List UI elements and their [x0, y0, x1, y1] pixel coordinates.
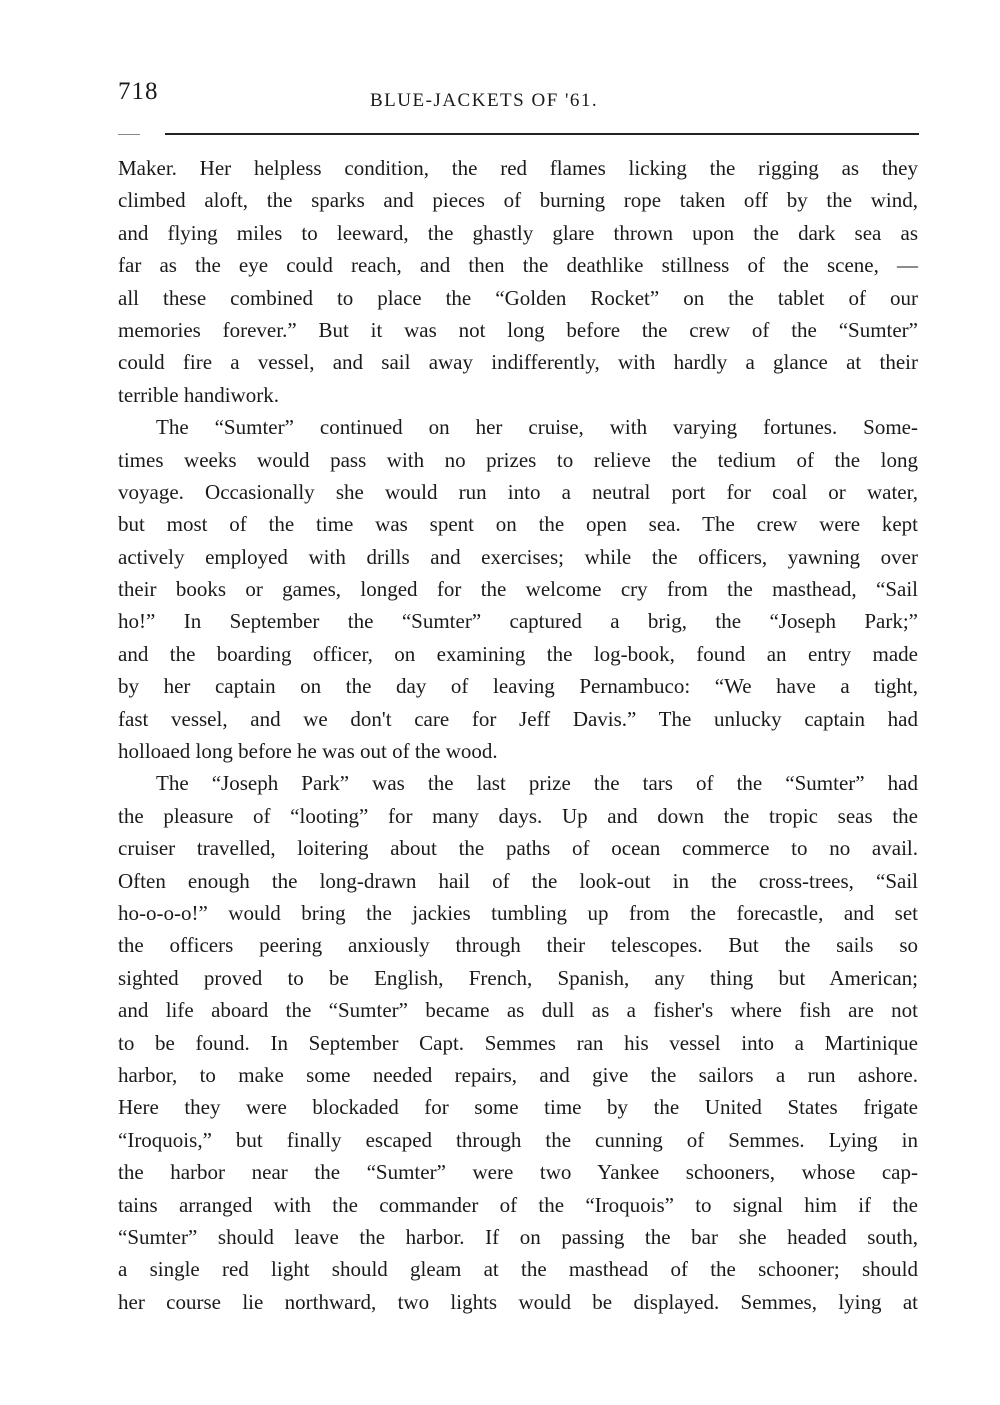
text-line: climbed aloft, the sparks and pieces of burning rope taken off by the wind,	[118, 188, 918, 213]
text-line: Here they were blockaded for some time by the United States frigate	[118, 1095, 918, 1120]
text-line: and the boarding officer, on examining the log-book, found an entry made	[118, 641, 918, 666]
text-line: cruiser travelled, loitering about the paths of ocean commerce to no avail.	[118, 836, 918, 861]
text-line: to be found. In September Capt. Semmes ran his vessel into a Martinique	[118, 1030, 918, 1055]
text-line: far as the eye could reach, and then the deathlike stillness of the scene, —	[118, 253, 918, 278]
text-line: all these combined to place the “Golden Rocket” on the tablet of our	[118, 285, 918, 310]
text-line: could fire a vessel, and sail away indifferently, with hardly a glance at their	[118, 350, 918, 375]
text-line: The “Sumter” continued on her cruise, with varying fortunes. Some-	[156, 415, 918, 440]
text-line: “Iroquois,” but finally escaped through the cunning of Semmes. Lying in	[118, 1127, 918, 1152]
text-line: times weeks would pass with no prizes to relieve the tedium of the long	[118, 447, 918, 472]
paragraph	[118, 152, 918, 411]
header-rule	[165, 133, 919, 135]
text-line: fast vessel, and we don't care for Jeff Davis.” The unlucky captain had	[118, 706, 918, 731]
text-line: by her captain on the day of leaving Pernambuco: “We have a tight,	[118, 674, 918, 699]
page-number: 718	[118, 78, 159, 105]
text-line: but most of the time was spent on the open sea. The crew were kept	[118, 512, 918, 537]
header-rule-dash	[118, 134, 140, 135]
text-line: ho!” In September the “Sumter” captured a brig, the “Joseph Park;”	[118, 609, 918, 634]
text-line: “Sumter” should leave the harbor. If on passing the bar she headed south,	[118, 1224, 918, 1249]
text-line: tains arranged with the commander of the “Iroquois” to signal him if the	[118, 1192, 918, 1217]
text-line: the harbor near the “Sumter” were two Yankee schooners, whose cap-	[118, 1160, 918, 1185]
text-line: the officers peering anxiously through their telescopes. But the sails so	[118, 933, 918, 958]
paragraph	[118, 411, 918, 767]
text-line: harbor, to make some needed repairs, and give the sailors a run ashore.	[118, 1062, 918, 1087]
text-line: the pleasure of “looting” for many days. Up and down the tropic seas the	[118, 803, 918, 828]
text-line: memories forever.” But it was not long before the crew of the “Sumter”	[118, 317, 918, 342]
text-line: her course lie northward, two lights would be displayed. Semmes, lying at	[118, 1289, 918, 1314]
text-line: Often enough the long-drawn hail of the look-out in the cross-trees, “Sail	[118, 868, 918, 893]
text-line: actively employed with drills and exercises; while the officers, yawning over	[118, 544, 918, 569]
text-line: The “Joseph Park” was the last prize the tars of the “Sumter” had	[156, 771, 918, 796]
running-head: BLUE-JACKETS OF '61.	[370, 90, 599, 111]
text-line: holloaed long before he was out of the wood.	[118, 739, 498, 764]
text-line: ho-o-o-o!” would bring the jackies tumbling up from the forecastle, and set	[118, 900, 918, 925]
text-line: and flying miles to leeward, the ghastly glare thrown upon the dark sea as	[118, 220, 918, 245]
text-line: their books or games, longed for the welcome cry from the masthead, “Sail	[118, 577, 918, 602]
body-text	[118, 152, 918, 1318]
text-line: terrible handiwork.	[118, 382, 279, 407]
text-line: and life aboard the “Sumter” became as dull as a fisher's where fish are not	[118, 998, 918, 1023]
paragraph	[118, 767, 918, 1318]
text-line: voyage. Occasionally she would run into a neutral port for coal or water,	[118, 479, 918, 504]
text-line: Maker. Her helpless condition, the red flames licking the rigging as they	[118, 156, 918, 180]
text-line: sighted proved to be English, French, Spanish, any thing but American;	[118, 965, 918, 990]
text-line: a single red light should gleam at the masthead of the schooner; should	[118, 1257, 918, 1282]
